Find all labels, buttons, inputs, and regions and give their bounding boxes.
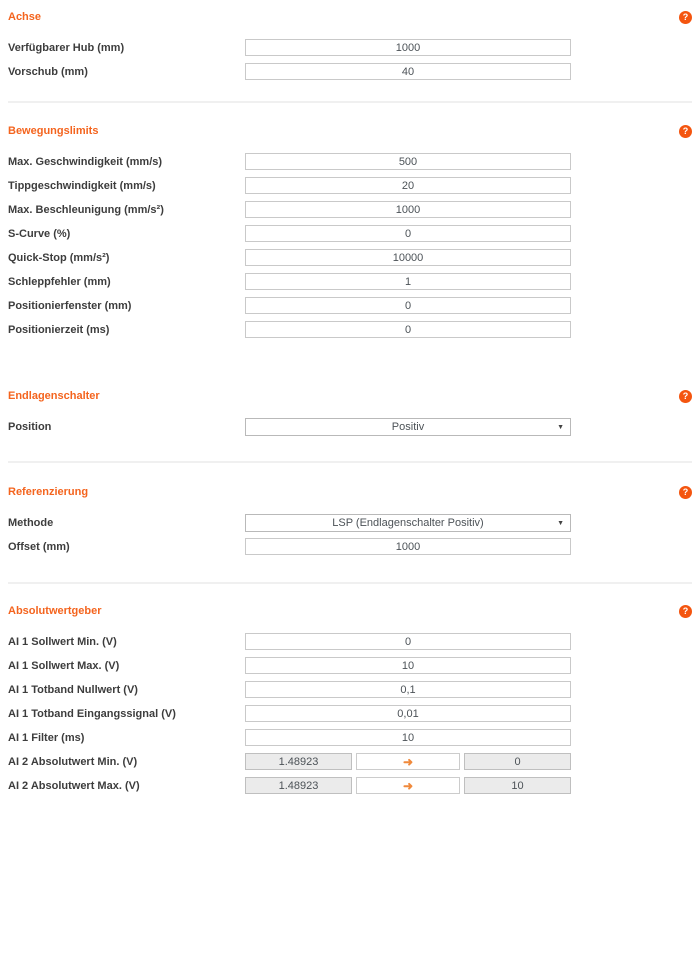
help-icon[interactable]: ? <box>679 125 692 138</box>
ai2-absolutwert-min-target: 0 <box>464 753 571 770</box>
field-label: Verfügbarer Hub (mm) <box>8 41 125 54</box>
vorschub-input[interactable] <box>245 63 571 80</box>
field-row <box>8 705 692 722</box>
section-bewegungslimits <box>0 125 700 338</box>
field-row <box>8 321 692 338</box>
position-select[interactable] <box>245 418 571 436</box>
field-label: Schleppfehler (mm) <box>8 275 111 288</box>
max-beschleunigung-input[interactable] <box>245 201 571 218</box>
section-divider <box>8 461 692 463</box>
field-label: Position <box>8 420 52 433</box>
s-curve-input[interactable] <box>245 225 571 242</box>
chevron-down-icon: ▼ <box>557 423 564 431</box>
arrow-right-icon: ➜ <box>402 778 414 793</box>
quick-stop-input[interactable] <box>245 249 571 266</box>
field-label: AI 2 Absolutwert Min. (V) <box>8 755 138 768</box>
ai1-filter-input[interactable] <box>245 729 571 746</box>
field-row <box>8 39 692 56</box>
section-absolutwertgeber <box>0 605 700 794</box>
select-value: LSP (Endlagenschalter Positiv) <box>332 516 484 529</box>
field-row <box>8 514 692 531</box>
field-label: Offset (mm) <box>8 540 70 553</box>
section-header <box>8 11 692 24</box>
field-row <box>8 729 692 746</box>
section-title: Absolutwertgeber <box>8 605 102 617</box>
schleppfehler-input[interactable] <box>245 273 571 290</box>
chevron-down-icon: ▼ <box>557 519 564 527</box>
field-row <box>8 249 692 266</box>
field-label: Methode <box>8 516 54 529</box>
field-row <box>8 63 692 80</box>
section-achse <box>0 0 700 80</box>
transfer-group <box>245 777 571 794</box>
field-label: Quick-Stop (mm/s²) <box>8 251 110 264</box>
select-value: Positiv <box>391 420 425 433</box>
arrow-right-icon: ➜ <box>402 754 414 769</box>
ai2-absolutwert-min-transfer-button[interactable] <box>356 753 460 770</box>
field-label: Tippgeschwindigkeit (mm/s) <box>8 179 156 192</box>
help-icon[interactable]: ? <box>679 390 692 403</box>
field-row <box>8 538 692 555</box>
offset-input[interactable] <box>245 538 571 555</box>
field-row <box>8 418 692 435</box>
help-icon[interactable]: ? <box>679 11 692 24</box>
ai2-absolutwert-max-target: 10 <box>464 777 571 794</box>
field-row <box>8 753 692 770</box>
field-label: AI 1 Totband Eingangssignal (V) <box>8 707 176 720</box>
field-row <box>8 657 692 674</box>
section-header <box>8 390 692 403</box>
section-title: Bewegungslimits <box>8 125 99 137</box>
field-row <box>8 777 692 794</box>
field-row <box>8 273 692 290</box>
section-divider <box>8 582 692 584</box>
field-label: Vorschub (mm) <box>8 65 88 78</box>
field-label: Max. Beschleunigung (mm/s²) <box>8 203 164 216</box>
field-label: AI 1 Sollwert Max. (V) <box>8 659 120 672</box>
section-header <box>8 125 692 138</box>
ai1-sollwert-max-input[interactable] <box>245 657 571 674</box>
tippgeschwindigkeit-input[interactable] <box>245 177 571 194</box>
help-icon[interactable]: ? <box>679 486 692 499</box>
section-divider <box>8 101 692 103</box>
section-title: Endlagenschalter <box>8 390 100 402</box>
verfuegbarer-hub-input[interactable] <box>245 39 571 56</box>
max-geschwindigkeit-input[interactable] <box>245 153 571 170</box>
positionierzeit-input[interactable] <box>245 321 571 338</box>
field-row <box>8 297 692 314</box>
ai2-absolutwert-max-measured: 1.48923 <box>245 777 352 794</box>
ai1-sollwert-min-input[interactable] <box>245 633 571 650</box>
section-header <box>8 605 692 618</box>
field-row <box>8 681 692 698</box>
transfer-group <box>245 753 571 770</box>
section-endlagenschalter <box>0 390 700 435</box>
field-row <box>8 225 692 242</box>
field-row <box>8 201 692 218</box>
section-title: Referenzierung <box>8 486 89 498</box>
ai1-totband-eingangssignal-input[interactable] <box>245 705 571 722</box>
field-label: Positionierzeit (ms) <box>8 323 110 336</box>
field-label: S-Curve (%) <box>8 227 71 240</box>
field-label: AI 1 Sollwert Min. (V) <box>8 635 117 648</box>
field-row <box>8 153 692 170</box>
field-label: AI 1 Filter (ms) <box>8 731 85 744</box>
section-referenzierung <box>0 486 700 555</box>
help-icon[interactable]: ? <box>679 605 692 618</box>
ai2-absolutwert-max-transfer-button[interactable] <box>356 777 460 794</box>
field-label: Max. Geschwindigkeit (mm/s) <box>8 155 163 168</box>
ai1-totband-nullwert-input[interactable] <box>245 681 571 698</box>
field-label: Positionierfenster (mm) <box>8 299 132 312</box>
positionierfenster-input[interactable] <box>245 297 571 314</box>
methode-select[interactable] <box>245 514 571 532</box>
section-header <box>8 486 692 499</box>
field-label: AI 1 Totband Nullwert (V) <box>8 683 138 696</box>
field-row <box>8 633 692 650</box>
field-label: AI 2 Absolutwert Max. (V) <box>8 779 140 792</box>
field-row <box>8 177 692 194</box>
ai2-absolutwert-min-measured: 1.48923 <box>245 753 352 770</box>
section-title: Achse <box>8 11 42 23</box>
